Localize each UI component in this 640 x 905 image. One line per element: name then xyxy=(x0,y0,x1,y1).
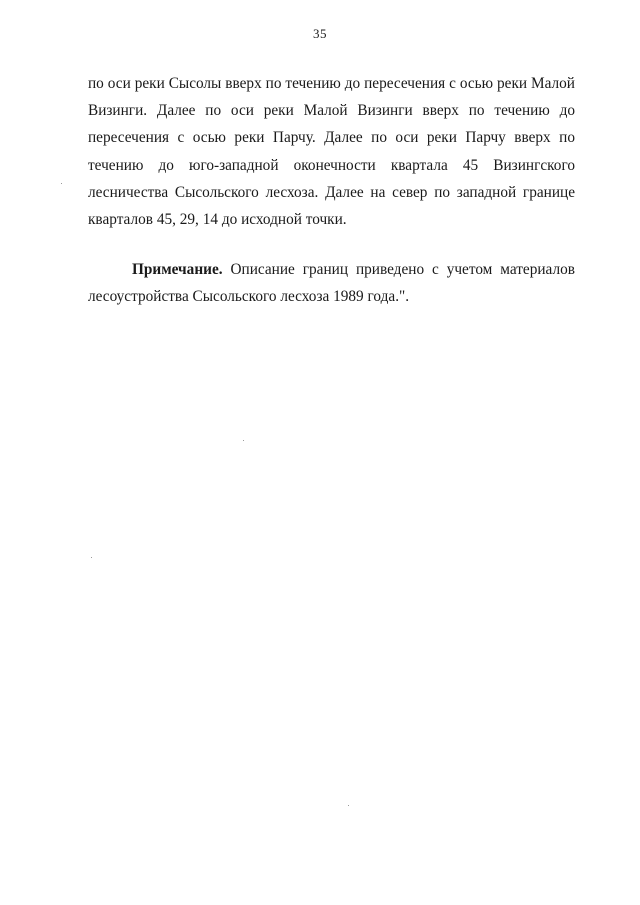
scan-speck xyxy=(61,183,62,184)
note-text: Описание границ приведено с учетом материалов лесоустройства Сысольского лесхоза 1989 года.". xyxy=(88,261,575,306)
boundary-paragraph: по оси реки Сысолы вверх по течению до пересечения с осью реки Малой Визинги. Далее по оси реки Малой Визинги вверх по течению до пересечения с осью реки Парчу. Далее по оси реки Парчу вверх по течению до юго-западной оконечности квартала 45 Визингского лесничества Сысольского лесхоза. Далее на север по западной границе кварталов 45, 29, 14 до исходной точки. xyxy=(88,75,575,229)
scan-speck xyxy=(348,805,349,806)
scan-speck xyxy=(91,557,92,558)
note-paragraph xyxy=(88,256,575,310)
scan-speck xyxy=(243,440,244,441)
note-label: Примечание. xyxy=(132,261,223,278)
boundary-description xyxy=(88,70,575,233)
page-number: 35 xyxy=(313,26,327,41)
